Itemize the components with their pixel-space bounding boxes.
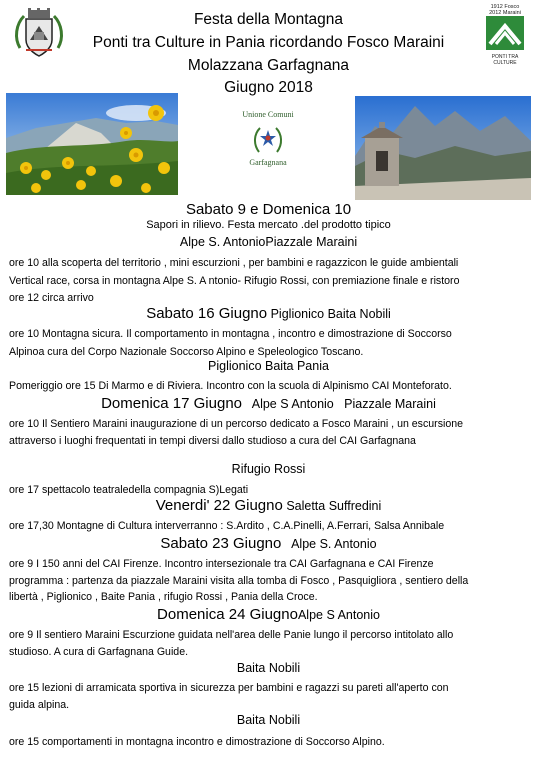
event-heading: Domenica 17 Giugno Alpe S Antonio Piazzale Maraini [101, 395, 436, 412]
event-detail-line: ore 10 alla scoperta del territorio , mini escurzioni , per bambini e ragazzicon le guide ambientali [9, 257, 459, 269]
unione-logo-top-text: Unione Comuni [242, 110, 294, 119]
event-detail-line: programma : partenza da piazzale Maraini visita alla tomba di Fosco , Pasquigliora , sentiero della [9, 575, 469, 587]
event-date: Giugno 2018 [224, 79, 313, 96]
event-location: Alpe S. AntonioPiazzale Maraini [179, 235, 358, 249]
event-detail-line: Vertical race, corsa in montagna Alpe S. A ntonio- Rifugio Rossi, con premiazione finale e ristoro [9, 275, 460, 287]
mountain-bridge-icon [482, 16, 528, 50]
event-detail-line: ore 10 Il Sentiero Maraini inaugurazione di un percorso dedicato a Fosco Maraini , un escursione [9, 418, 464, 430]
page-title: Festa della Montagna [193, 11, 344, 28]
event-location: Rifugio Rossi [231, 462, 306, 476]
fosco-logo-top-text: 1912 Fosco [490, 4, 520, 10]
event-heading: Sabato 16 Giugno Piglionico Baita Nobili [146, 305, 391, 322]
fosco-logo-bottom-text: PONTI TRA CULTURE [491, 54, 519, 66]
event-detail-line: Pomeriggio ore 15 Di Marmo e di Riviera. Incontro con la scuola di Alpinismo CAI Monteforato. [9, 380, 452, 392]
event-detail-line: ore 17,30 Montagne di Cultura interverranno : S.Ardito , C.A.Pinelli, A.Ferrari, Salsa Annibale [9, 520, 445, 532]
event-subtitle: Sapori in rilievo. Festa mercato .del prodotto tipico [146, 219, 391, 231]
event-detail-line: ore 12 circa arrivo [9, 292, 94, 304]
event-detail-line: attraverso i luoghi frequentati in tempi diversi dallo studioso a cura del CAI Garfagnana [9, 435, 416, 447]
event-place: Molazzana Garfagnana [187, 57, 350, 74]
event-detail-line: ore 15 comportamenti in montagna incontro e dimostrazione di Soccorso Alpino. [9, 736, 385, 748]
event-heading: Sabato 9 e Domenica 10 [185, 201, 352, 218]
event-location: Piglionico Baita Pania [208, 359, 329, 373]
event-detail-line: libertà , Piglionico , Baite Pania , rifugio Rossi , Pania della Croce. [9, 591, 318, 603]
event-heading: Sabato 23 Giugno Alpe S. Antonio [160, 535, 377, 552]
event-detail-line: ore 10 Montagna sicura. Il comportamento in montagna , incontro e dimostrazione di Soccorso [9, 328, 452, 340]
event-heading: Venerdi' 22 Giugno Saletta Suffredini [155, 497, 382, 514]
molazzana-coat-of-arms-icon [12, 6, 66, 64]
event-detail-line: ore 17 spettacolo teatraledella compagnia S)Legati [9, 484, 249, 496]
event-heading: Domenica 24 GiugnoAlpe S Antonio [157, 606, 380, 623]
event-detail-line: ore 9 Il sentiero Maraini Escurzione guidata nell'area delle Panie lungo il percorso intitolato allo [9, 629, 454, 641]
page-subtitle: Ponti tra Culture in Pania ricordando Fosco Maraini [92, 34, 445, 51]
unione-comuni-logo [220, 110, 316, 180]
flowers-mountain-photo [6, 93, 178, 195]
event-detail-line: ore 9 I 150 anni del CAI Firenze. Incontro intersezionale tra CAI Garfagnana e CAI Firenze [9, 558, 434, 570]
event-detail-line: guida alpina. [9, 699, 70, 711]
event-location: Baita Nobili [236, 713, 301, 727]
unione-emblem-icon [253, 124, 283, 156]
unione-logo-bottom-text: Garfagnana [249, 158, 287, 167]
fosco-logo-mid-text: 2012 Maraini [489, 10, 521, 16]
fosco-maraini-logo [482, 4, 528, 64]
event-location: Baita Nobili [236, 661, 301, 675]
event-detail-line: Alpinoa cura del Corpo Nazionale Soccorso Alpino e Speleologico Toscano. [9, 346, 364, 358]
chapel-mountain-photo [355, 96, 531, 200]
event-detail-line: studioso. A cura di Garfagnana Guide. [9, 646, 189, 658]
event-detail-line: ore 15 lezioni di arramicata sportiva in sicurezza per bambini e ragazzi su pareti all'aperto con [9, 682, 449, 694]
